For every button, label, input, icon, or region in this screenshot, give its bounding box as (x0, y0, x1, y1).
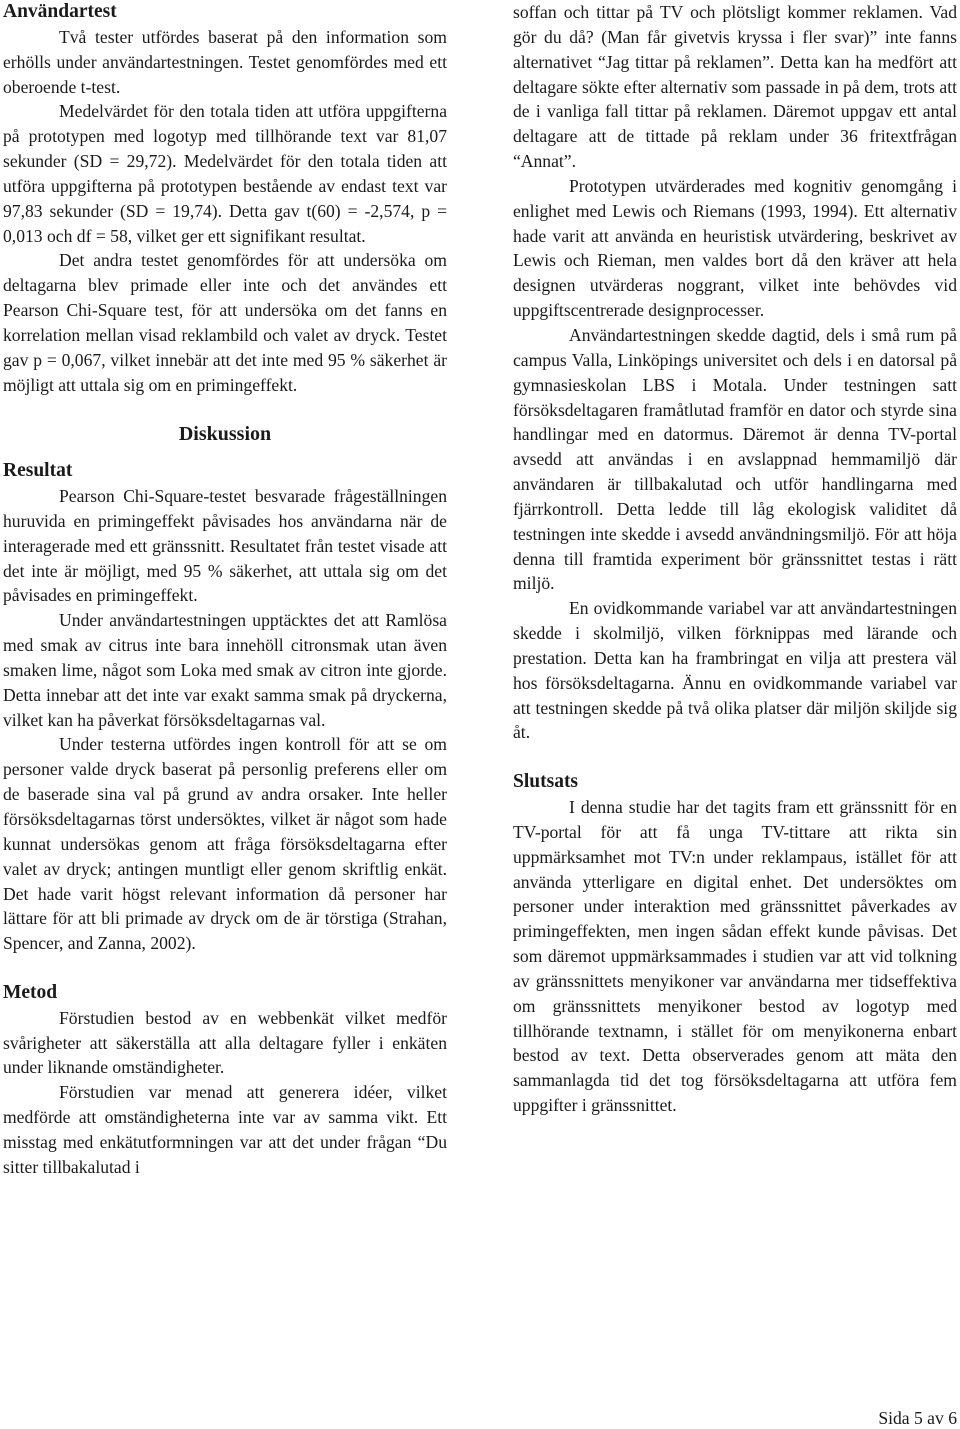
left-column (3, 0, 447, 1180)
right-column (513, 0, 957, 1118)
paragraph-forstudien-1: Förstudien bestod av en webbenkät vilket medför svårigheter att säkerställa att alla deltagare fyller i enkäten under liknande omständigheter. (3, 1007, 447, 1078)
heading-diskussion: Diskussion (178, 423, 272, 446)
paragraph-kontroll: Under testerna utfördes ingen kontroll för att se om personer valde dryck baserat på personlig preferens eller om de baserade sina val på grund av andra orsaker. Inte heller försöksdeltagarnas törst undersöktes, vilket är något som hade kunnat undersökas genom att fråga försöksdeltagarna efter valet av dryck; antingen muntligt eller genom skriftlig enkät. Det hade varit högst relevant information då personer har lättare för att bli primade av dryck om de är törstiga (Strahan, Spencer, and Zanna, 2002). (3, 734, 447, 954)
paragraph-t-test-result: Medelvärdet för den totala tiden att utföra uppgifterna på prototypen med logotyp med tillhörande text var 81,07 sekunder (SD = 29,72). Medelvärdet för den totala tiden att utföra uppgifterna på prototypen bestående av endast text var 97,83 sekunder (SD = 19,74). Detta gav t(60) = -2,574, p = 0,013 och df = 58, vilket ger ett signifikant resultat. (3, 101, 447, 246)
paragraph-anvandartestning-plats: Användartestningen skedde dagtid, dels i små rum på campus Valla, Linköpings universitet och dels i en datorsal på gymnasieskolan LBS i Motala. Under testningen satt försöksdeltagaren framåtlutad framför en dator och styrde sina handlingar med en datormus. Däremot är denna TV-portal avsedd att användas i en avslappnad hemmamiljö där användaren är tillbakalutad och utför handlingarna med fjärrkontroll. Detta ledde till låg ekologisk validitet då testningen inte skedde i avsedd användningsmiljö. För att höja denna till framtida experiment bör gränssnittet testas i rätt miljö. (513, 324, 957, 594)
paragraph-ramlosa: Under användartestningen upptäcktes det att Ramlösa med smak av citrus inte bara innehöll citronsmak utan även smaken lime, något som Loka med smak av citron inte gjorde. Detta innebar att det inte var exakt samma smak på dryckerna, vilket kan ha påverkat försöksdeltagarnas val. (3, 610, 447, 730)
heading-anvandartest: Användartest (3, 1, 117, 22)
heading-slutsats: Slutsats (513, 771, 579, 793)
paragraph-slutsats: I denna studie har det tagits fram ett gränssnitt för en TV-portal för att få unga TV-tittare att rikta sin uppmärksamhet mot TV:n under reklampaus, istället för att använda ytterligare en digital enhet. Det undersöktes om personer under interaktion med gränssnittet påverkades av primingeffekten, men ingen sådan effekt kunde påvisas. Det som däremot uppmärksammades i studien var att vid tolkning av gränssnittets menyikoner var användarna mer tidseffektiva om gränssnittets menyikoner bestod av logotyp med tillhörande textnamn, i stället för om menyikonerna enbart bestod av text. Detta observerades genom att mäta den sammanlagda tid det tog försöksdeltagarna att utföra fem uppgifter i gränssnittet. (513, 797, 957, 1116)
paragraph-resultat: Pearson Chi-Square-testet besvarade frågeställningen huruvida en primingeffekt påvisades hos användarna när de interagerade med ett gränssnitt. Resultatet från testet visade att det inte är möjligt, med 95 % säkerhet, att uttala sig om det påvisades en primingeffekt. (3, 486, 447, 606)
paragraph-test-intro: Två tester utfördes baserat på den information som erhölls under användartestningen. Testet genomfördes med ett oberoende t-test. (3, 26, 447, 97)
paragraph-reklam-fortsattning: soffan och tittar på TV och plötsligt kommer reklamen. Vad gör du då? (Man får givetvis kryssa i fler svar)” inte fanns alternativet “Jag tittar på reklamen”. Detta kan ha medfört att deltagare sökte efter alternativ som passade in på dem, trots att de i vanliga fall tittar på reklamen. Däremot uppgav ett antal deltagare att de tittade på reklam under 36 fritextfrågan “Annat”. (513, 2, 957, 172)
paragraph-forstudien-2: Förstudien var menad att generera idéer, vilket medförde att omständigheterna inte var av samma vikt. Ett misstag med enkätutformningen var att det under frågan “Du sitter tillbakalutad i (3, 1082, 447, 1177)
paragraph-prototyp-utvardering: Prototypen utvärderades med kognitiv genomgång i enlighet med Lewis och Riemans (1993, 1994). Ett alternativ hade varit att använda en heuristisk utvärdering, beskrivet av Lewis och Rieman, men valdes bort då den kräver att hela designen utvärderas noggrant, vilket inte behövdes vid uppgiftscentrerade designprocesser. (513, 175, 957, 321)
page-number: Sida 5 av 6 (878, 1408, 957, 1428)
heading-resultat: Resultat (3, 460, 73, 482)
paragraph-chi-square-result: Det andra testet genomfördes för att undersöka om deltagarna blev primade eller inte och det användes ett Pearson Chi-Square test, för att undersöka om det fanns en korrelation mellan visad reklambild och valet av dryck. Testet gav p = 0,067, vilket innebär att det inte med 95 % säkerhet är möjligt att uttala sig om en primingeffekt. (3, 250, 447, 395)
heading-metod: Metod (3, 981, 58, 1003)
paragraph-ovidkommande-variabel: En ovidkommande variabel var att användartestningen skedde i skolmiljö, vilken förknippas med lärande och prestation. Detta kan ha frambringat en vilja att prestera väl hos försöksdeltagarna. Ännu en ovidkommande variabel var att testningen skedde på två olika platser där miljön skiljde sig åt. (513, 598, 957, 743)
